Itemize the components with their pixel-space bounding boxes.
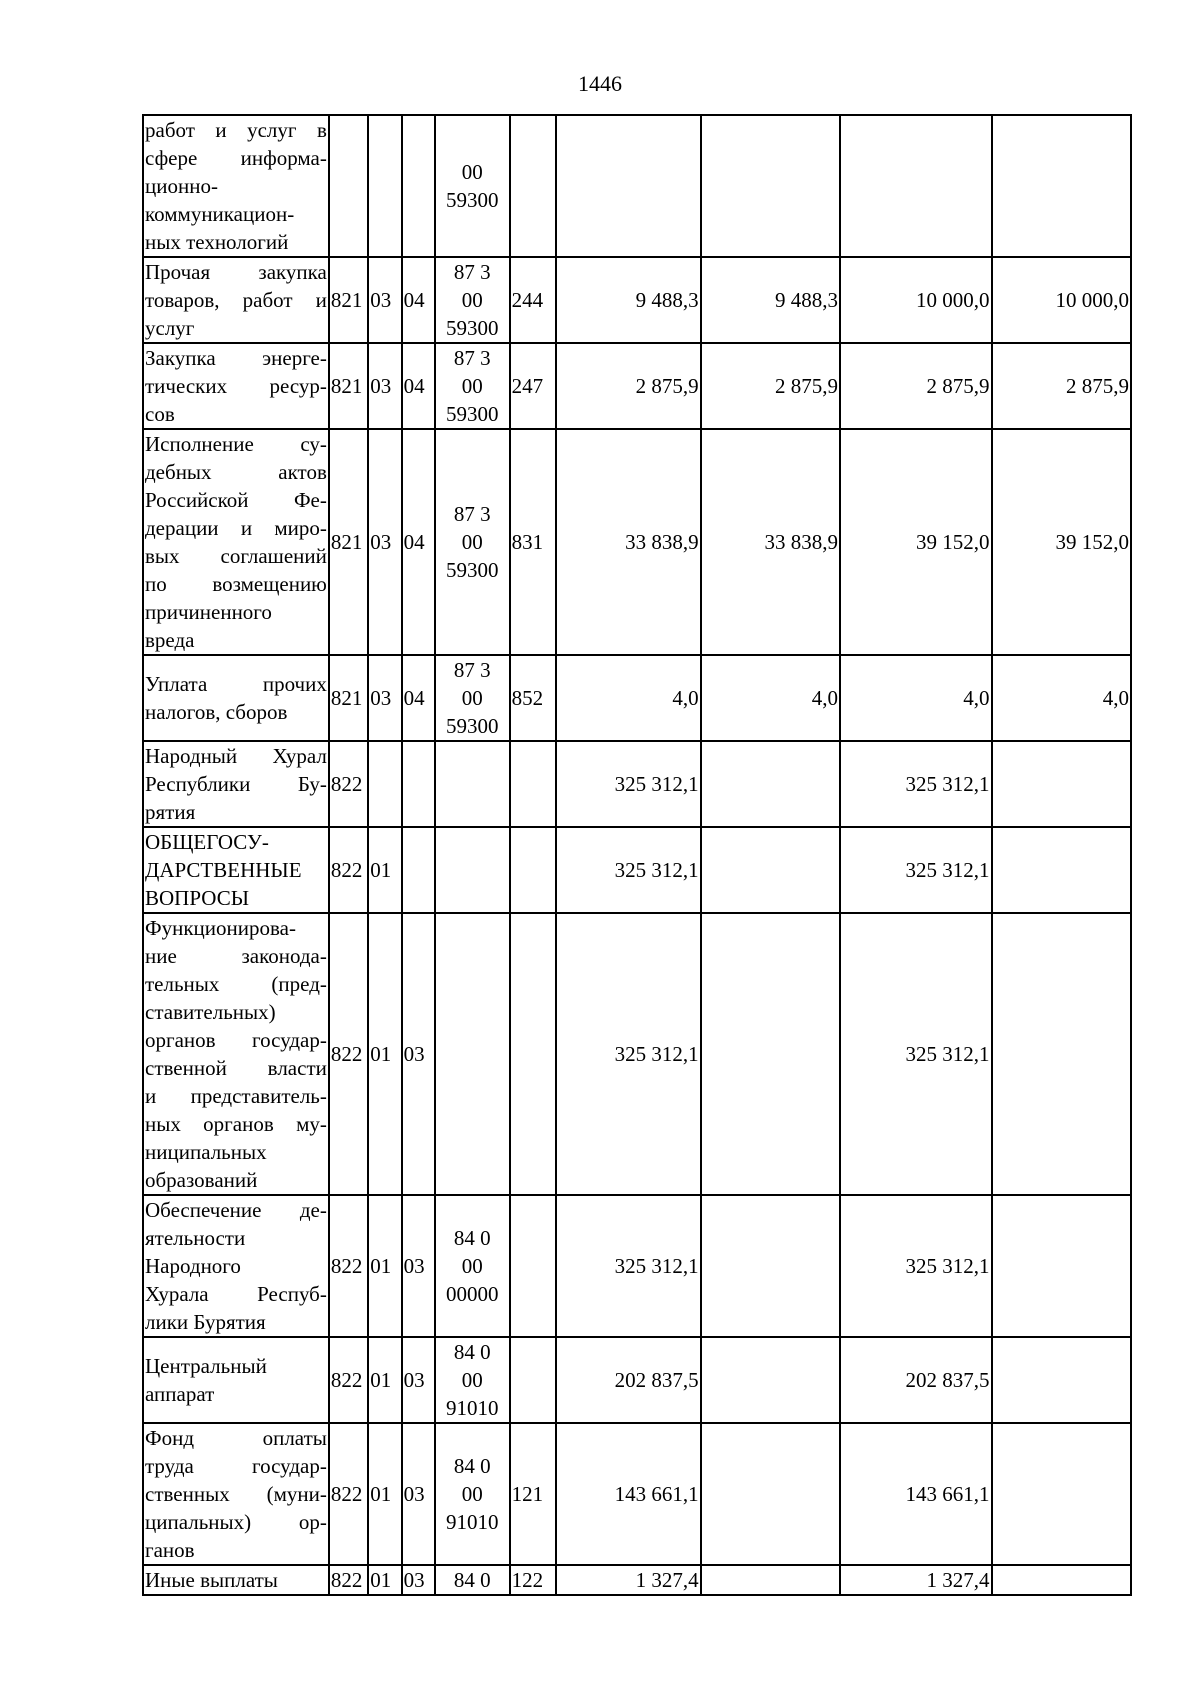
amount-cell-4 (992, 827, 1131, 913)
target-article-cell (435, 913, 510, 1195)
name-line: тельных (пред- (145, 972, 327, 996)
name-line: дебных актов (145, 460, 327, 484)
target-article-line: 00 (461, 1482, 483, 1506)
name-line: рятия (145, 800, 196, 824)
name-line: налогов, сборов (145, 700, 288, 724)
amount-cell-4: 2 875,9 (992, 343, 1131, 429)
name-line: работ и услуг в (145, 118, 327, 142)
section-code-cell: 01 (368, 913, 401, 1195)
section-code-cell: 03 (368, 655, 401, 741)
table-row (143, 1423, 1131, 1565)
name-line: сов (145, 402, 175, 426)
target-article-cell (435, 429, 510, 655)
table-row (143, 257, 1131, 343)
amount-cell-3: 2 875,9 (840, 343, 992, 429)
name-line: ние законода- (145, 944, 327, 968)
subsection-code-cell: 04 (402, 343, 435, 429)
grbs-code-cell: 821 (329, 257, 368, 343)
grbs-code-cell: 822 (329, 1195, 368, 1337)
grbs-code-cell: 821 (329, 343, 368, 429)
name-line: Функционирова- (145, 916, 296, 940)
name-line: органов государ- (145, 1028, 327, 1052)
target-article-line: 59300 (446, 402, 499, 426)
target-article-line: 91010 (446, 1396, 499, 1420)
grbs-code-cell: 822 (329, 1565, 368, 1595)
amount-cell-4 (992, 1423, 1131, 1565)
target-article-line: 87 3 (453, 260, 491, 284)
name-line: Народного (145, 1254, 241, 1278)
amount-cell-2 (701, 1565, 840, 1595)
table-row (143, 1565, 1131, 1595)
name-line: Уплата прочих (145, 672, 327, 696)
target-article-line: 84 0 (453, 1226, 491, 1250)
amount-cell-1: 202 837,5 (556, 1337, 700, 1423)
subsection-code-cell: 04 (402, 655, 435, 741)
expense-name-cell (143, 343, 329, 429)
target-article-line: 00 (461, 288, 483, 312)
target-article-line: 00 (461, 686, 483, 710)
amount-cell-4 (992, 741, 1131, 827)
amount-cell-2: 2 875,9 (701, 343, 840, 429)
expense-type-cell: 121 (510, 1423, 556, 1565)
name-line: ственных (муни- (145, 1482, 327, 1506)
name-line: Российской Фе- (145, 488, 327, 512)
table-row (143, 1195, 1131, 1337)
target-article-cell (435, 115, 510, 257)
amount-cell-1: 33 838,9 (556, 429, 700, 655)
name-line: Закупка энерге- (145, 346, 327, 370)
target-article-line: 87 3 (453, 502, 491, 526)
grbs-code-cell: 822 (329, 913, 368, 1195)
amount-cell-2 (701, 827, 840, 913)
name-line: коммуникацион- (145, 202, 295, 226)
table-row (143, 827, 1131, 913)
target-article-cell (435, 741, 510, 827)
amount-cell-1: 1 327,4 (556, 1565, 700, 1595)
name-line: Обеспечение де- (145, 1198, 327, 1222)
subsection-code-cell (402, 741, 435, 827)
amount-cell-2 (701, 741, 840, 827)
name-line: ставительных) (145, 1000, 276, 1024)
amount-cell-3: 4,0 (840, 655, 992, 741)
amount-cell-2: 4,0 (701, 655, 840, 741)
amount-cell-3: 143 661,1 (840, 1423, 992, 1565)
name-line: ципальных) ор- (145, 1510, 327, 1534)
section-code-cell: 01 (368, 827, 401, 913)
amount-cell-3: 325 312,1 (840, 741, 992, 827)
amount-cell-3: 325 312,1 (840, 827, 992, 913)
expense-name-cell (143, 741, 329, 827)
amount-cell-3: 1 327,4 (840, 1565, 992, 1595)
name-line: Республики Бу- (145, 772, 327, 796)
name-line: Народный Хурал (145, 744, 327, 768)
target-article-cell (435, 1337, 510, 1423)
name-line: ционно- (145, 174, 218, 198)
table-row (143, 343, 1131, 429)
table-row (143, 913, 1131, 1195)
amount-cell-2 (701, 1337, 840, 1423)
target-article-line: 87 3 (453, 346, 491, 370)
target-article-line: 59300 (446, 714, 499, 738)
grbs-code-cell: 821 (329, 429, 368, 655)
section-code-cell: 01 (368, 1565, 401, 1595)
section-code-cell: 01 (368, 1337, 401, 1423)
expense-name-cell (143, 1423, 329, 1565)
target-article-line: 00 (461, 374, 483, 398)
amount-cell-4 (992, 913, 1131, 1195)
name-line: ятельности (145, 1226, 246, 1250)
expense-name-cell (143, 257, 329, 343)
page-number: 1446 (578, 71, 622, 96)
target-article-cell (435, 1195, 510, 1337)
subsection-code-cell: 03 (402, 1337, 435, 1423)
target-article-cell (435, 655, 510, 741)
name-line: Прочая закупка (145, 260, 327, 284)
amount-cell-4: 4,0 (992, 655, 1131, 741)
name-line: ОБЩЕГОСУ- (145, 830, 269, 854)
expense-type-cell (510, 741, 556, 827)
target-article-line: 59300 (446, 558, 499, 582)
expense-type-cell (510, 115, 556, 257)
expense-name-cell (143, 115, 329, 257)
subsection-code-cell: 04 (402, 429, 435, 655)
section-code-cell: 03 (368, 429, 401, 655)
amount-cell-1: 9 488,3 (556, 257, 700, 343)
expense-name-cell (143, 655, 329, 741)
amount-cell-4 (992, 1195, 1131, 1337)
expense-name-cell (143, 1565, 329, 1595)
amount-cell-2 (701, 913, 840, 1195)
name-line: услуг (145, 316, 195, 340)
target-article-line: 91010 (446, 1510, 499, 1534)
amount-cell-2 (701, 115, 840, 257)
grbs-code-cell: 822 (329, 1337, 368, 1423)
amount-cell-1: 325 312,1 (556, 1195, 700, 1337)
amount-cell-4 (992, 1337, 1131, 1423)
section-code-cell: 03 (368, 343, 401, 429)
table-row (143, 1337, 1131, 1423)
amount-cell-4 (992, 115, 1131, 257)
amount-cell-2: 33 838,9 (701, 429, 840, 655)
expense-type-cell: 852 (510, 655, 556, 741)
name-line: тических ресур- (145, 374, 327, 398)
amount-cell-1: 4,0 (556, 655, 700, 741)
subsection-code-cell: 03 (402, 913, 435, 1195)
table-row (143, 429, 1131, 655)
name-line: Центральный (145, 1354, 267, 1378)
expense-type-cell: 831 (510, 429, 556, 655)
name-line: ниципальных (145, 1140, 267, 1164)
name-line: Фонд оплаты (145, 1426, 327, 1450)
name-line: Исполнение су- (145, 432, 327, 456)
target-article-line: 00 (461, 530, 483, 554)
amount-cell-1: 325 312,1 (556, 827, 700, 913)
target-article-cell (435, 1423, 510, 1565)
name-line: ственной власти (145, 1056, 327, 1080)
table-row (143, 655, 1131, 741)
target-article-line: 84 0 (453, 1568, 491, 1592)
target-article-cell (435, 827, 510, 913)
amount-cell-1: 2 875,9 (556, 343, 700, 429)
name-line: по возмещению (145, 572, 327, 596)
name-line: дерации и миро- (145, 516, 327, 540)
subsection-code-cell: 04 (402, 257, 435, 343)
grbs-code-cell: 821 (329, 655, 368, 741)
expense-type-cell (510, 913, 556, 1195)
expense-type-cell (510, 827, 556, 913)
amount-cell-1: 143 661,1 (556, 1423, 700, 1565)
expense-name-cell (143, 1195, 329, 1337)
subsection-code-cell: 03 (402, 1195, 435, 1337)
name-line: вых соглашений (145, 544, 327, 568)
name-line: ных органов му- (145, 1112, 327, 1136)
subsection-code-cell: 03 (402, 1423, 435, 1565)
name-line: причиненного (145, 600, 272, 624)
grbs-code-cell: 822 (329, 1423, 368, 1565)
amount-cell-4: 10 000,0 (992, 257, 1131, 343)
target-article-cell (435, 343, 510, 429)
target-article-line: 59300 (446, 316, 499, 340)
target-article-cell (435, 257, 510, 343)
name-line: труда государ- (145, 1454, 327, 1478)
grbs-code-cell (329, 115, 368, 257)
table-body (143, 115, 1131, 1595)
name-line: ВОПРОСЫ (145, 886, 250, 910)
expense-type-cell: 122 (510, 1565, 556, 1595)
amount-cell-3 (840, 115, 992, 257)
amount-cell-3: 10 000,0 (840, 257, 992, 343)
amount-cell-2: 9 488,3 (701, 257, 840, 343)
name-line: ДАРСТВЕННЫЕ (145, 858, 302, 882)
name-line: вреда (145, 628, 195, 652)
name-line: Хурала Респуб- (145, 1282, 327, 1306)
expense-type-cell: 244 (510, 257, 556, 343)
amount-cell-1: 325 312,1 (556, 913, 700, 1195)
target-article-line: 84 0 (453, 1340, 491, 1364)
amount-cell-3: 202 837,5 (840, 1337, 992, 1423)
amount-cell-1: 325 312,1 (556, 741, 700, 827)
section-code-cell (368, 741, 401, 827)
table-row (143, 115, 1131, 257)
table-row (143, 741, 1131, 827)
expense-name-cell (143, 913, 329, 1195)
amount-cell-1 (556, 115, 700, 257)
amount-cell-2 (701, 1423, 840, 1565)
amount-cell-3: 39 152,0 (840, 429, 992, 655)
budget-table (142, 114, 1132, 1596)
target-article-line: 00 (461, 1368, 483, 1392)
grbs-code-cell: 822 (329, 741, 368, 827)
target-article-line: 59300 (446, 188, 499, 212)
name-line: аппарат (145, 1382, 215, 1406)
name-line: лики Бурятия (145, 1310, 266, 1334)
subsection-code-cell (402, 115, 435, 257)
target-article-line: 00 (461, 1254, 483, 1278)
amount-cell-2 (701, 1195, 840, 1337)
expense-name-cell (143, 827, 329, 913)
section-code-cell: 03 (368, 257, 401, 343)
amount-cell-4 (992, 1565, 1131, 1595)
expense-name-cell (143, 429, 329, 655)
amount-cell-3: 325 312,1 (840, 1195, 992, 1337)
section-code-cell: 01 (368, 1423, 401, 1565)
name-line: образований (145, 1168, 258, 1192)
name-line: ганов (145, 1538, 195, 1562)
section-code-cell: 01 (368, 1195, 401, 1337)
subsection-code-cell (402, 827, 435, 913)
section-code-cell (368, 115, 401, 257)
name-line: Иные выплаты (145, 1568, 278, 1592)
grbs-code-cell: 822 (329, 827, 368, 913)
expense-type-cell (510, 1337, 556, 1423)
name-line: сфере информа- (145, 146, 327, 170)
subsection-code-cell: 03 (402, 1565, 435, 1595)
amount-cell-3: 325 312,1 (840, 913, 992, 1195)
expense-type-cell: 247 (510, 343, 556, 429)
target-article-line: 87 3 (453, 658, 491, 682)
amount-cell-4: 39 152,0 (992, 429, 1131, 655)
name-line: ных технологий (145, 230, 289, 254)
expense-type-cell (510, 1195, 556, 1337)
target-article-line: 84 0 (453, 1454, 491, 1478)
target-article-cell (435, 1565, 510, 1595)
target-article-line: 00 (461, 160, 483, 184)
expense-name-cell (143, 1337, 329, 1423)
name-line: товаров, работ и (145, 288, 327, 312)
target-article-line: 00000 (446, 1282, 499, 1306)
name-line: и представитель- (145, 1084, 327, 1108)
